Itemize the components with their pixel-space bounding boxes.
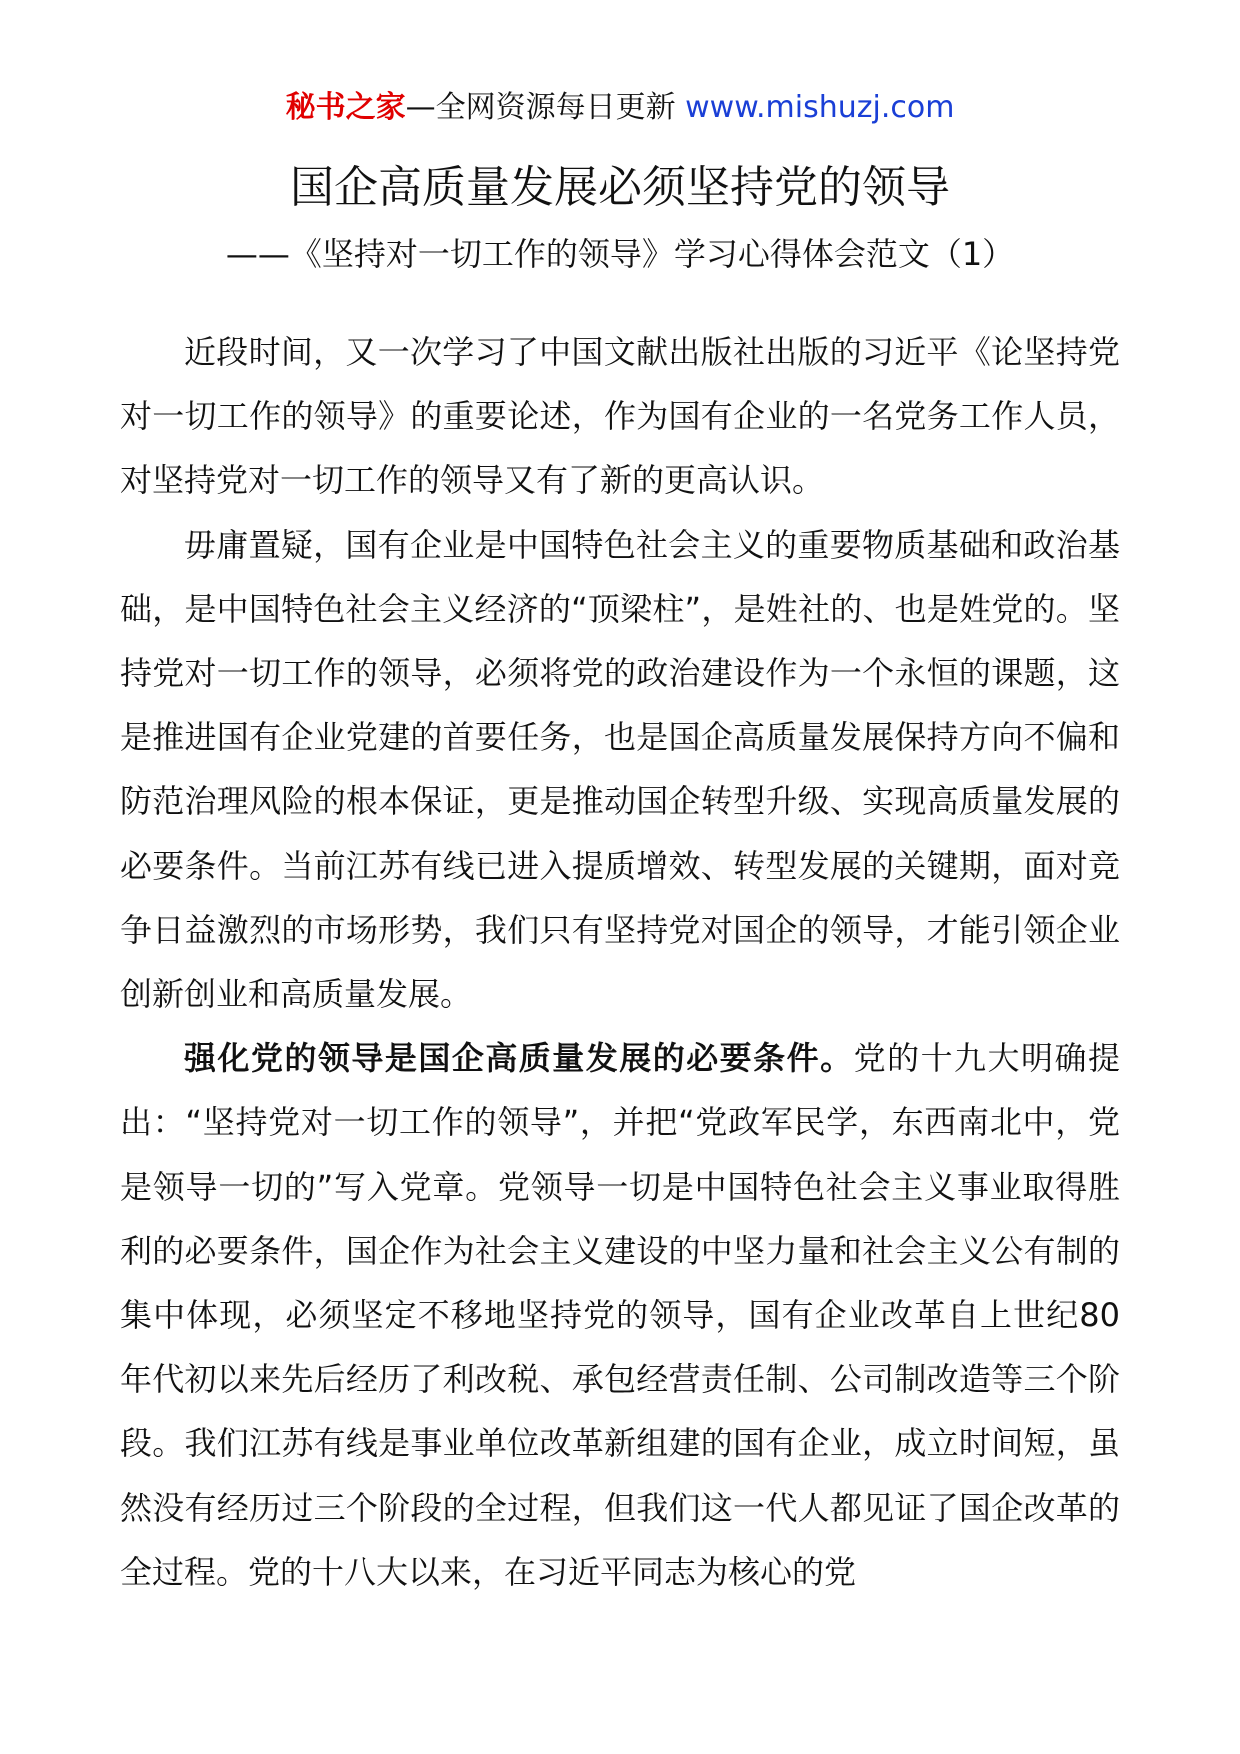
paragraph-background bbox=[120, 513, 1120, 1027]
site-tagline: —全网资源每日更新 bbox=[405, 90, 676, 125]
paragraph-text: 党的十九大明确提出：“坚持党对一切工作的领导”，并把“党政军民学，东西南北中，党是领导一切的”写入党章。党领导一切是中国特色社会主义事业取得胜利的必要条件，国企作为社会主义建设的中坚力量和社会主义公有制的集中体现，必须坚定不移地坚持党的领导，国有企业改革自上世纪80年代初以来先后经历了利改税、承包经营责任制、公司制改造等三个阶段。我们江苏有线是事业单位改革新组建的国有企业，成立时间短，虽然没有经历过三个阶段的全过程，但我们这一代人都见证了国企改革的全过程。党的十八大以来，在习近平同志为核心的党 bbox=[120, 1039, 1120, 1591]
paragraph-intro bbox=[120, 320, 1120, 513]
document-subtitle: ——《坚持对一切工作的领导》学习心得体会范文（1） bbox=[225, 235, 1015, 273]
paragraph-text: 近段时间，又一次学习了中国文献出版社出版的习近平《论坚持党对一切工作的领导》的重要论述，作为国有企业的一名党务工作人员，对坚持党对一切工作的领导又有了新的更高认识。 bbox=[120, 333, 1120, 500]
site-header bbox=[0, 88, 1240, 128]
paragraph-section-1 bbox=[120, 1026, 1120, 1604]
document-body bbox=[120, 320, 1120, 1604]
document-title: 国企高质量发展必须坚持党的领导 bbox=[290, 162, 950, 213]
paragraph-text: 毋庸置疑，国有企业是中国特色社会主义的重要物质基础和政治基础，是中国特色社会主义经济的“顶梁柱”，是姓社的、也是姓党的。坚持党对一切工作的领导，必须将党的政治建设作为一个永恒的课题，这是推进国有企业党建的首要任务，也是国企高质量发展保持方向不偏和防范治理风险的根本保证，更是推动国企转型升级、实现高质量发展的必要条件。当前江苏有线已进入提质增效、转型发展的关键期，面对竞争日益激烈的市场形势，我们只有坚持党对国企的领导，才能引领企业创新创业和高质量发展。 bbox=[120, 525, 1120, 1014]
site-url-link[interactable]: www.mishuzj.com bbox=[685, 90, 955, 125]
site-brand: 秘书之家 bbox=[285, 90, 406, 125]
paragraph-lead: 强化党的领导是国企高质量发展的必要条件。 bbox=[184, 1039, 854, 1078]
